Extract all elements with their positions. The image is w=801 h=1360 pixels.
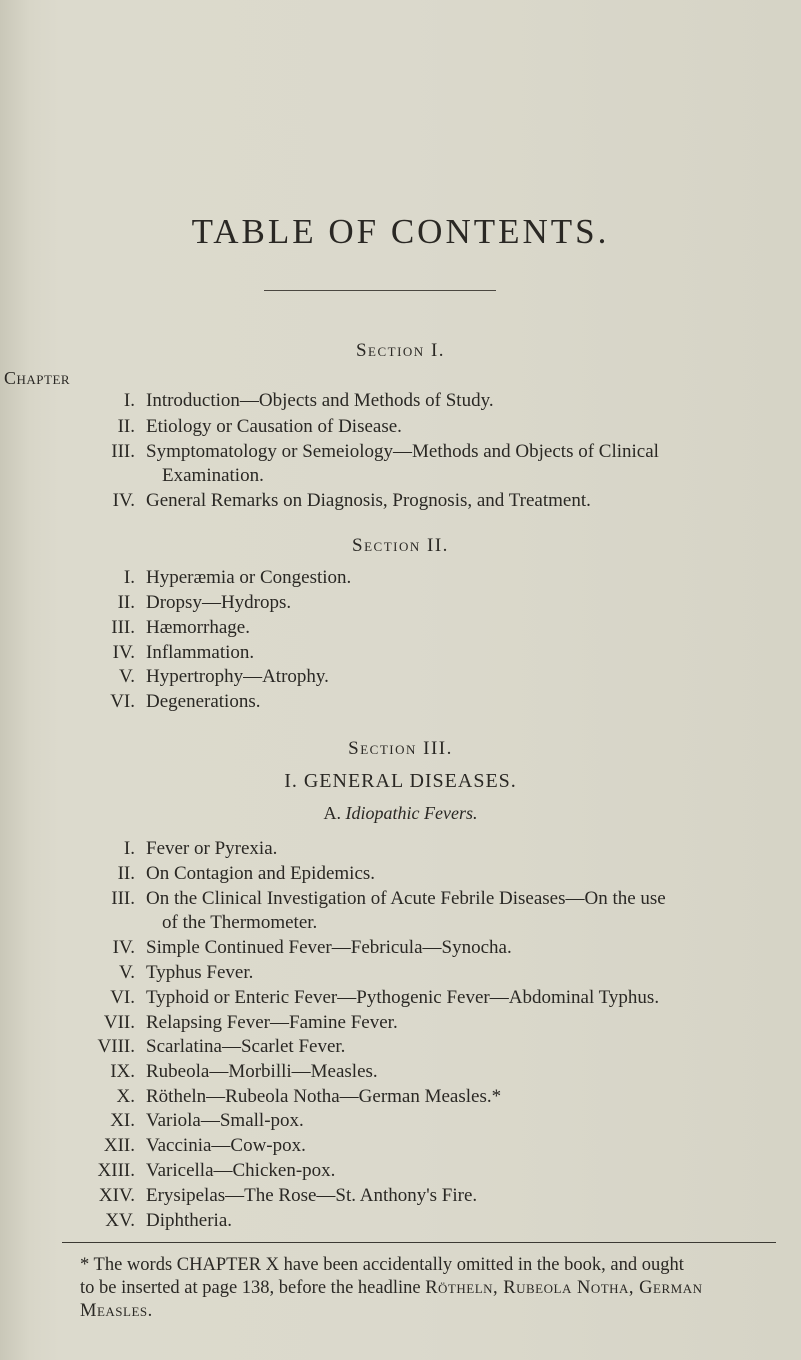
entry-text: Typhoid or Enteric Fever—Pythogenic Fever—Abdominal Typhus. (146, 987, 660, 1008)
entry-text: On the Clinical Investigation of Acute Febrile Diseases—On the use (146, 888, 666, 909)
page-title: TABLE OF CONTENTS. (191, 212, 610, 251)
footnote-line-2 (80, 1277, 770, 1300)
entry-number: VI. (110, 691, 135, 712)
chapter-label: Chapter (4, 368, 71, 388)
entry-number: I. (123, 567, 135, 588)
entry-number: IV. (112, 937, 135, 958)
footnote-line-1: * The words CHAPTER X have been accidentally omitted in the book, and ought (80, 1255, 684, 1275)
entry-text-continued: Examination. (162, 465, 264, 486)
entry-text: Degenerations. (146, 691, 261, 712)
entry-number: IX. (110, 1061, 135, 1082)
entry-number: III. (111, 441, 135, 462)
entry-number: X. (116, 1086, 135, 1107)
entry-number: I. (123, 838, 135, 859)
entry-text: On Contagion and Epidemics. (146, 863, 376, 884)
entry-text: General Remarks on Diagnosis, Prognosis, and Treatment. (146, 490, 591, 511)
entry-number: XI. (110, 1110, 135, 1131)
footnote (80, 1254, 770, 1323)
entry-text-continued: of the Thermometer. (162, 912, 318, 933)
entry-text: Relapsing Fever—Famine Fever. (146, 1012, 398, 1033)
entry-text: Vaccinia—Cow-pox. (146, 1135, 306, 1156)
footnote-line-3: Measles. (80, 1301, 153, 1321)
entry-text: Fever or Pyrexia. (146, 838, 278, 859)
general-diseases-heading: I. GENERAL DISEASES. (284, 770, 517, 792)
footnote-line-2-text: to be inserted at page 138, before the headline (80, 1278, 426, 1298)
entry-number: VIII. (97, 1036, 135, 1057)
entry-number: VII. (103, 1012, 135, 1033)
entry-text: Erysipelas—The Rose—St. Anthony's Fire. (146, 1185, 478, 1206)
entry-number: VI. (110, 987, 135, 1008)
entry-text: Symptomatology or Semeiology—Methods and Objects of Clinical (146, 441, 659, 462)
entry-text: Hyperæmia or Congestion. (146, 567, 352, 588)
entry-number: IV. (112, 642, 135, 663)
footnote-headline: Rötheln, Rubeola Notha, German (425, 1278, 703, 1298)
entry-number: V. (118, 962, 135, 983)
entry-text: Rötheln—Rubeola Notha—German Measles.* (146, 1086, 502, 1107)
idiopathic-fevers-heading (0, 803, 801, 824)
entry-text: Rubeola—Morbilli—Measles. (146, 1061, 378, 1082)
entry-number: XII. (103, 1135, 135, 1156)
entry-number: V. (118, 666, 135, 687)
entry-number: IV. (112, 490, 135, 511)
entry-text: Varicella—Chicken-pox. (146, 1160, 336, 1181)
entry-text: Etiology or Causation of Disease. (146, 416, 402, 437)
entry-number: XIII. (97, 1160, 135, 1181)
entry-number: III. (111, 617, 135, 638)
entry-number: II. (117, 592, 135, 613)
entry-text: Simple Continued Fever—Febricula—Synocha. (146, 937, 512, 958)
entry-text: Variola—Small-pox. (146, 1110, 304, 1131)
entry-number: I. (123, 390, 135, 411)
entry-text: Hæmorrhage. (146, 617, 250, 638)
entry-text: Diphtheria. (146, 1210, 233, 1231)
entry-number: III. (111, 888, 135, 909)
entry-text: Hypertrophy—Atrophy. (146, 666, 329, 687)
subheading-title: Idiopathic Fevers. (345, 803, 478, 823)
entry-text: Typhus Fever. (146, 962, 254, 983)
entry-number: II. (117, 863, 135, 884)
entry-text: Inflammation. (146, 642, 255, 663)
entry-number: XV. (105, 1210, 135, 1231)
entry-text: Scarlatina—Scarlet Fever. (146, 1036, 346, 1057)
entry-number: II. (117, 416, 135, 437)
section-1-heading: Section I. (355, 340, 446, 361)
entry-number: XIV. (98, 1185, 135, 1206)
section-2-heading: Section II. (352, 535, 449, 556)
title-divider (264, 290, 496, 291)
section-3-heading: Section III. (348, 738, 453, 759)
subheading-prefix: A. (323, 803, 342, 823)
footnote-divider (62, 1242, 776, 1243)
entry-text: Introduction—Objects and Methods of Study. (146, 390, 494, 411)
entry-text: Dropsy—Hydrops. (146, 592, 292, 613)
